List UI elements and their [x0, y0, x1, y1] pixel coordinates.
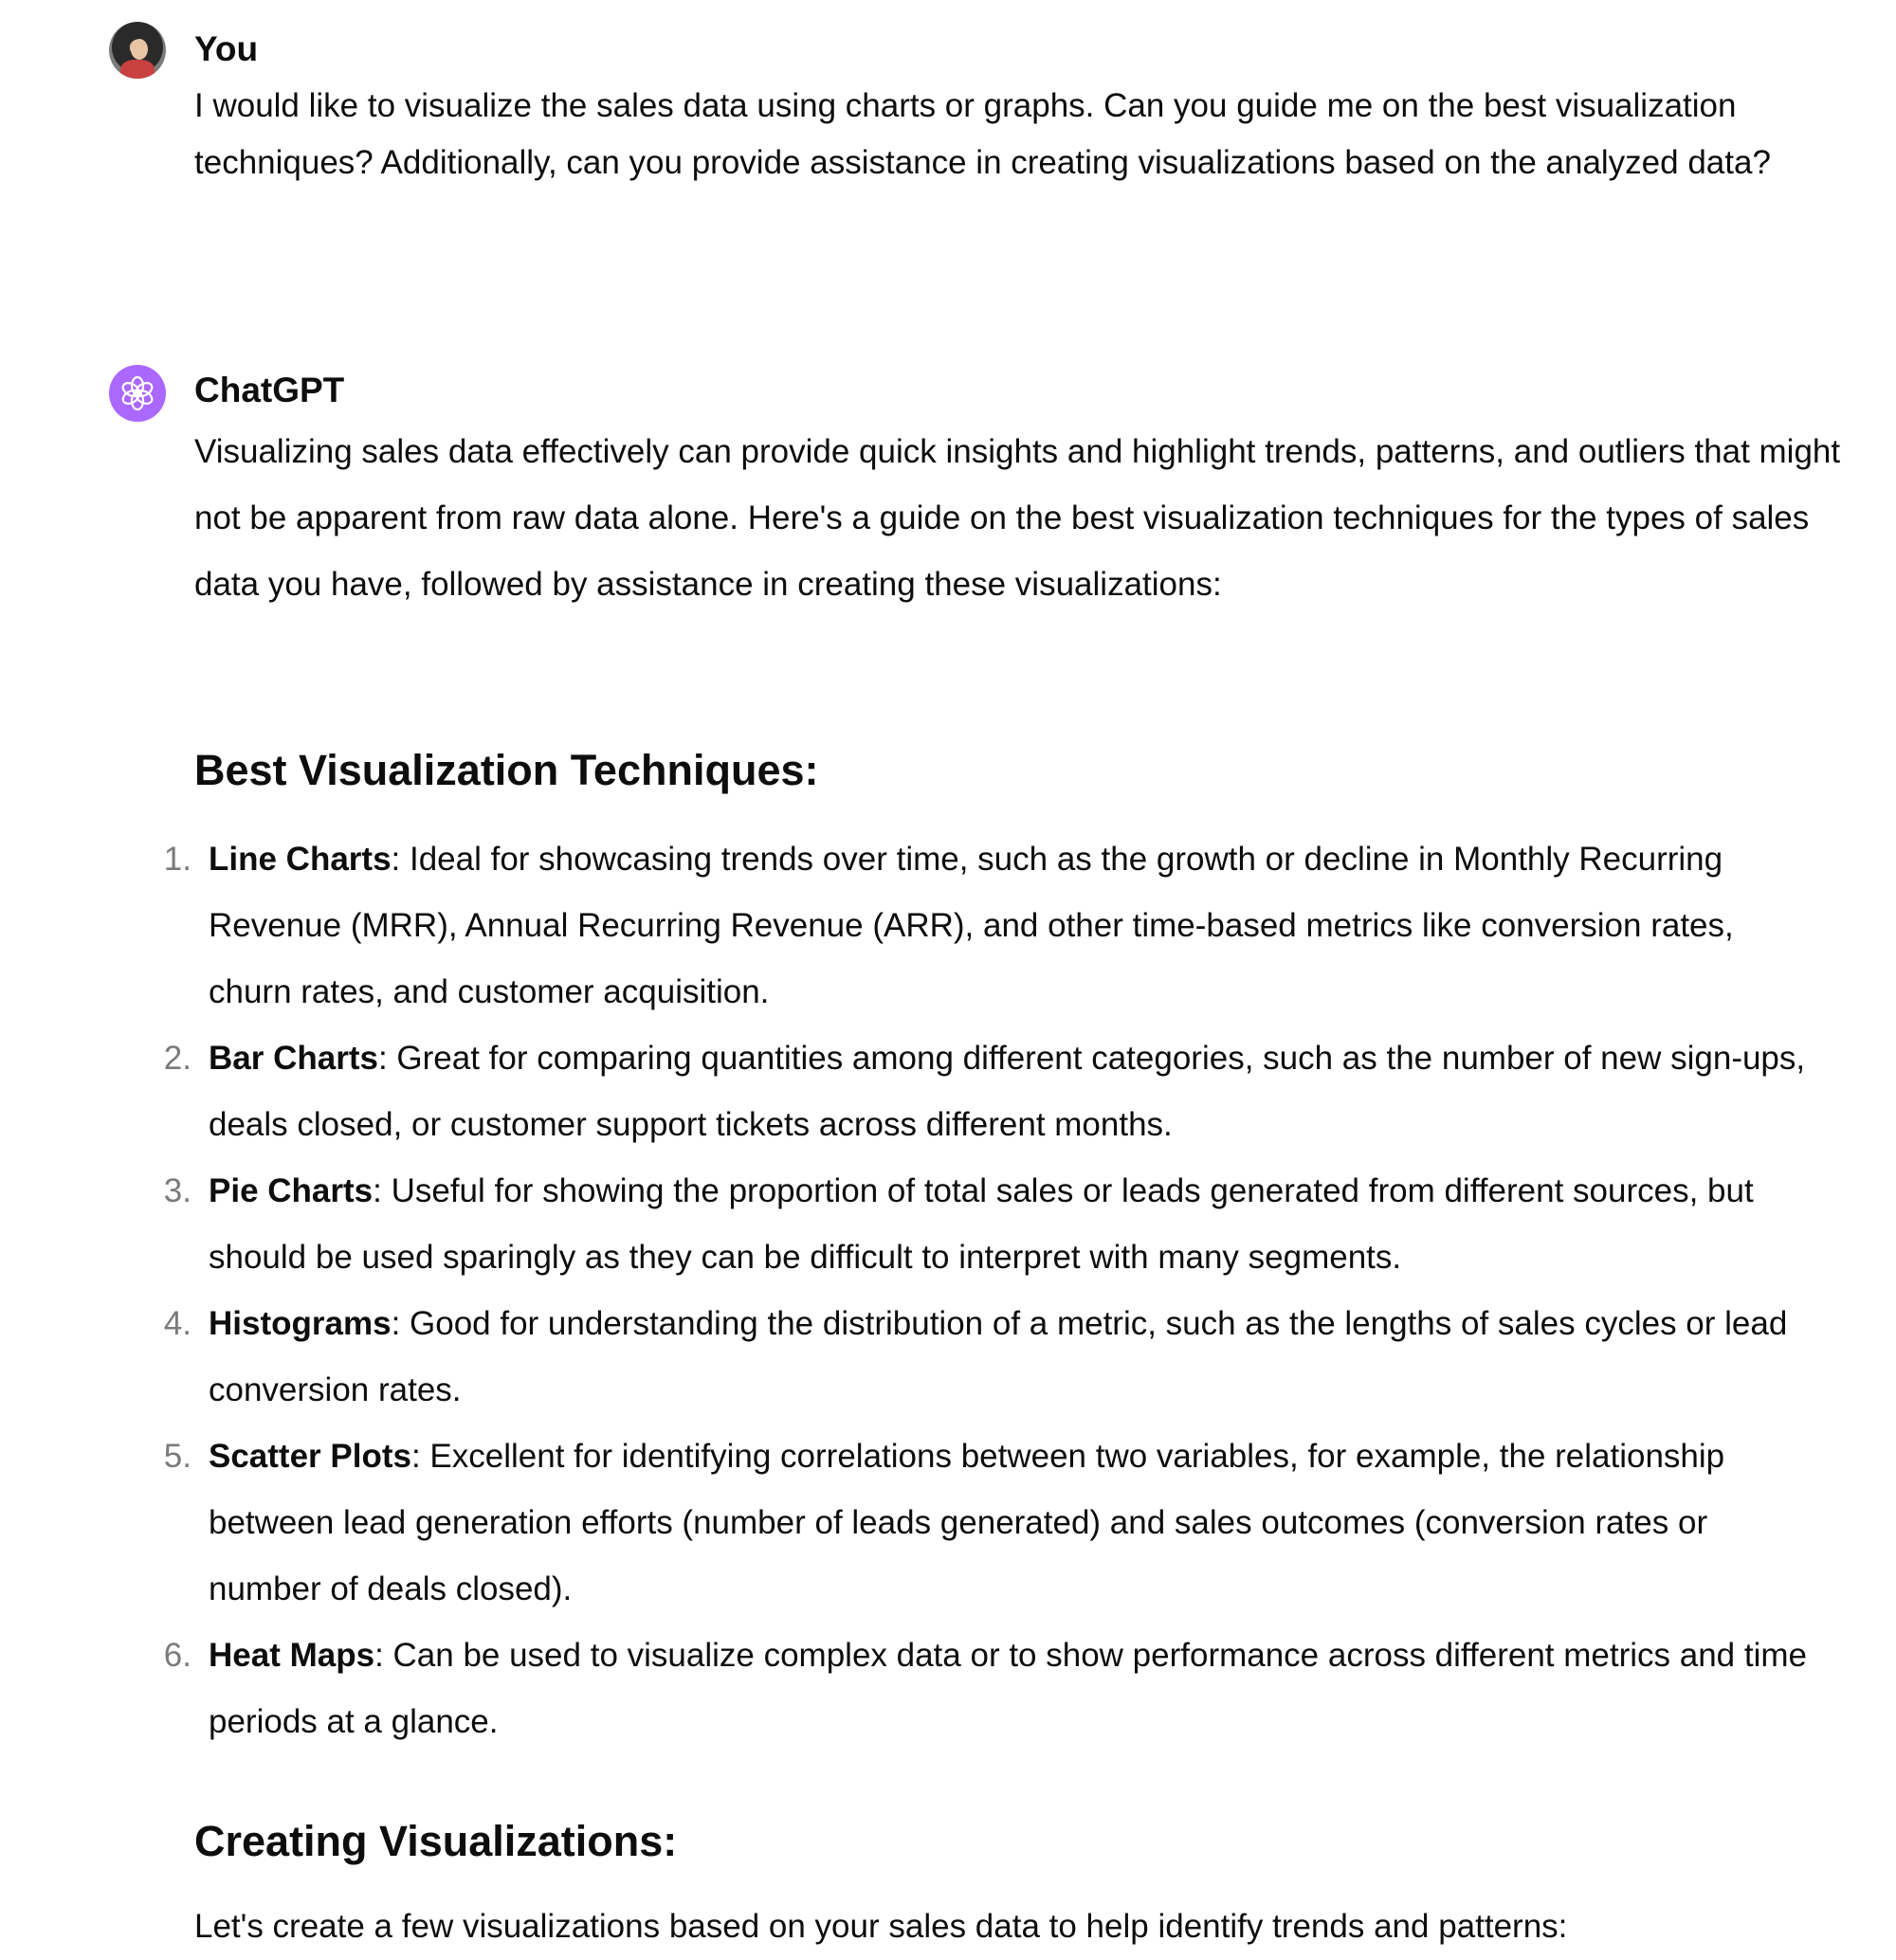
list-item-title: Bar Charts	[209, 1040, 378, 1077]
list-item-desc: : Great for comparing quantities among different categories, such as the number of new sign-ups, deals closed, or customer support tickets across different months.	[209, 1040, 1806, 1143]
heading-best-techniques: Best Visualization Techniques:	[194, 746, 819, 794]
user-avatar	[109, 22, 166, 79]
list-item-number: 4.	[163, 1305, 191, 1342]
list-item-number: 2.	[163, 1040, 191, 1077]
list-item-title: Line Charts	[209, 841, 392, 878]
list-item-title: Histograms	[209, 1305, 392, 1342]
user-message-text: I would like to visualize the sales data using charts or graphs. Can you guide me on the best visualization techniques? Additionally, can you provide assistance in creating visualizations based on the analyzed data?	[194, 87, 1771, 181]
heading-creating-visualizations: Creating Visualizations:	[194, 1817, 678, 1865]
list-item-desc: : Excellent for identifying correlations between two variables, for example, the relationship between lead generation efforts (number of leads generated) and sales outcomes (conversion rates or number of deals closed).	[209, 1438, 1725, 1607]
list-item-number: 3.	[163, 1172, 191, 1209]
assistant-intro-text: Visualizing sales data effectively can provide quick insights and highlight trends, patterns, and outliers that might not be apparent from raw data alone. Here's a guide on the best visualization techniques for the types of sales data you have, followed by assistance in creating these visualizations:	[194, 433, 1841, 603]
list-item-title: Pie Charts	[209, 1172, 374, 1209]
openai-flower-icon	[118, 374, 156, 412]
list-item-title: Heat Maps	[209, 1637, 375, 1674]
list-item-desc: : Can be used to visualize complex data or to show performance across different metrics and time periods at a glance.	[209, 1637, 1807, 1740]
list-item-desc: : Good for understanding the distribution of a metric, such as the lengths of sales cycles or lead conversion rates.	[209, 1305, 1788, 1408]
list-item-number: 6.	[163, 1637, 191, 1674]
assistant-sender-name: ChatGPT	[194, 371, 345, 409]
chatgpt-logo-icon	[109, 365, 166, 422]
assistant-closing-text: Let's create a few visualizations based on your sales data to help identify trends and patterns:	[194, 1908, 1568, 1945]
list-item-number: 1.	[163, 841, 191, 878]
list-item-desc: : Useful for showing the proportion of total sales or leads generated from different sources, but should be used sparingly as they can be difficult to interpret with many segments.	[209, 1172, 1754, 1276]
list-item-number: 5.	[163, 1438, 191, 1475]
list-item-desc: : Ideal for showcasing trends over time, such as the growth or decline in Monthly Recurring Revenue (MRR), Annual Recurring Revenue (ARR), and other time-based metrics like conversion rates, churn rates, and customer acquisition.	[209, 841, 1734, 1010]
list-item-title: Scatter Plots	[209, 1438, 411, 1475]
user-sender-name: You	[194, 29, 259, 68]
